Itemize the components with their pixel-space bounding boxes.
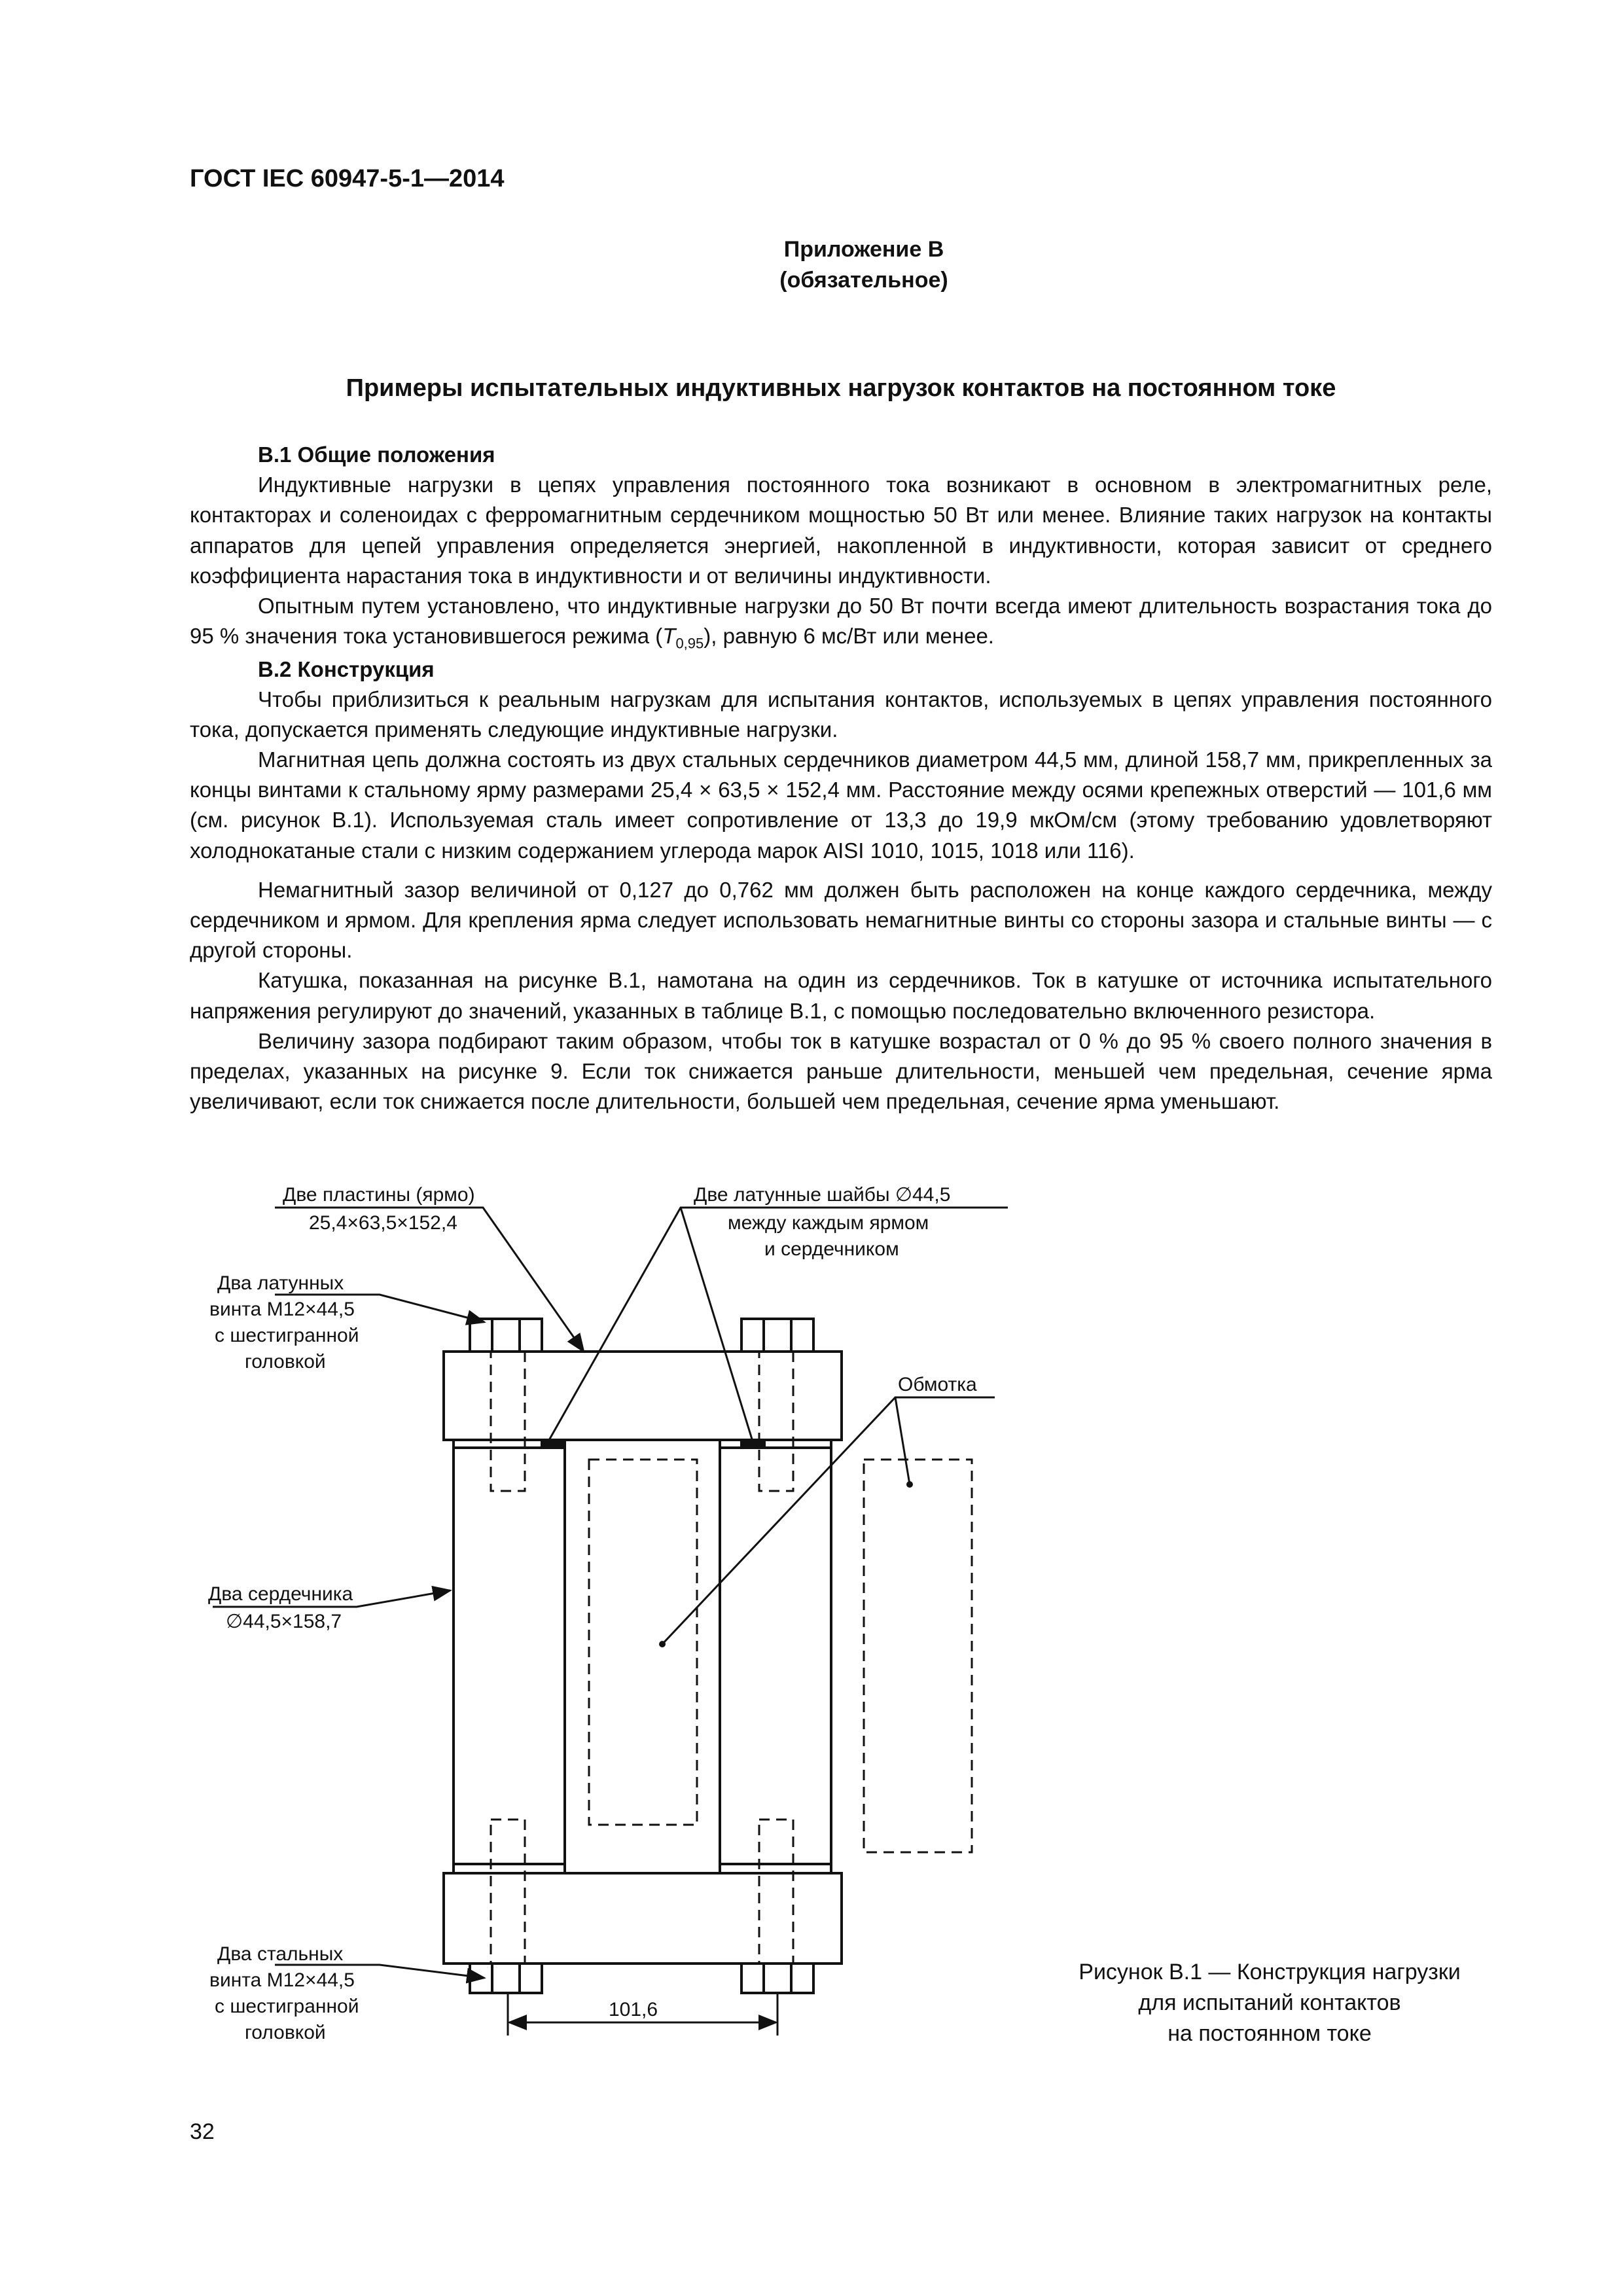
plates-size: 25,4×63,5×152,4 xyxy=(309,1212,457,1234)
paragraph-text: Опытным путем установлено, что индуктивные нагрузки до 50 Вт почти всегда имеют длительность возрастания тока до 95 % значения тока установившегося режима ( xyxy=(190,593,1492,649)
paragraph: Величину зазора подбирают таким образом, чтобы ток в катушке возрастал от 0 % до 95 % своего полного значения в пределах, указанных на рисунке 9. Если ток снижается раньше длительности, меньшей чем предельная, сечение ярма увеличивают, если ток снижается после длительности, большей чем предельная, сечение ярма уменьшают. xyxy=(190,1028,1492,1114)
symbol-t: T xyxy=(662,624,676,649)
caption-line: Рисунок В.1 — Конструкция нагрузки xyxy=(1079,1960,1461,1984)
brass-screws-label: винта М12×44,5 xyxy=(209,1299,355,1320)
cores-size: ∅44,5×158,7 xyxy=(226,1611,342,1632)
body-text xyxy=(190,440,1492,1117)
section-heading-b1: В.1 Общие положения xyxy=(258,442,495,467)
winding-label: Обмотка xyxy=(898,1374,977,1395)
paragraph-text: ), равную 6 мс/Вт или менее. xyxy=(704,624,994,649)
load-assembly xyxy=(444,1352,842,1964)
steel-screws-label: Два стальных xyxy=(217,1943,344,1965)
brass-screws-label: головкой xyxy=(245,1351,326,1372)
cores-label: Два сердечника xyxy=(208,1583,353,1605)
caption-line: для испытаний контактов xyxy=(1138,1990,1401,2015)
appendix-status: (обязательное) xyxy=(779,267,948,293)
document-code: ГОСТ IEC 60947-5-1—2014 xyxy=(190,165,505,192)
paragraph: Немагнитный зазор величиной от 0,127 до 0,762 мм должен быть расположен на конце каждого сердечника, между сердечником и ярмом. Для крепления ярма следует использовать немагнитные винты со стороны зазора и стальные винты — с другой стороны. xyxy=(190,877,1492,963)
brass-screws-label: Два латунных xyxy=(217,1272,344,1294)
screw-heads xyxy=(470,1319,813,1993)
appendix-heading xyxy=(681,234,1047,296)
washers-note: и сердечником xyxy=(764,1238,899,1260)
dimension-value: 101,6 xyxy=(609,1999,658,2020)
top-yoke xyxy=(444,1352,842,1440)
dimension-line xyxy=(508,1993,777,2036)
paragraph: Магнитная цепь должна состоять из двух стальных сердечников диаметром 44,5 мм, длиной 158,7 мм, прикрепленных за концы винтами к стальному ярму размерами 25,4 × 63,5 × 152,4 мм. Расстояние между осями крепежных отверстий — 101,6 мм (см. рисунок В.1). Используемая сталь имеет сопротивление от 13,3 до 19,9 мкОм/см (этому требованию удовлетворяют холоднокатаные стали с низким содержанием углерода марок AISI 1010, 1015, 1018 или 116). xyxy=(190,747,1492,863)
paragraph: Катушка, показанная на рисунке В.1, намотана на один из сердечников. Ток в катушке от источника испытательного напряжения регулируют до значений, указанных в таблице В.1, с помощью последовательно включенного резистора. xyxy=(190,968,1492,1023)
page-number: 32 xyxy=(190,2119,215,2144)
brass-screws-label: с шестигранной xyxy=(215,1325,359,1346)
hidden-screw-shanks xyxy=(491,1352,972,1964)
section-heading-b2: В.2 Конструкция xyxy=(258,656,435,681)
washers-note: между каждым ярмом xyxy=(728,1212,929,1234)
paragraph: Чтобы приблизиться к реальным нагрузкам для испытания контактов, используемых в цепях управления постоянного тока, допускается применять следующие индуктивные нагрузки. xyxy=(190,687,1492,742)
winding-section-outer xyxy=(864,1460,972,1852)
coil-frame xyxy=(565,1440,720,1873)
steel-screws-label: винта М12×44,5 xyxy=(209,1969,355,1991)
figure-caption xyxy=(1041,1957,1499,2049)
figure-labels xyxy=(208,1184,977,2043)
symbol-subscript: 0,95 xyxy=(675,635,704,652)
caption-line: на постоянном токе xyxy=(1168,2020,1372,2046)
winding-section-inner xyxy=(589,1460,697,1825)
appendix-title: Примеры испытательных индуктивных нагрузок контактов на постоянном токе xyxy=(346,374,1336,402)
leader-lines xyxy=(213,1208,1008,1978)
appendix-label: Приложение В xyxy=(783,237,944,262)
steel-screws-label: головкой xyxy=(245,2022,326,2043)
washers-label: Две латунные шайбы ∅44,5 xyxy=(694,1184,951,1206)
bottom-yoke xyxy=(444,1873,842,1964)
right-core xyxy=(720,1440,831,1873)
paragraph: Индуктивные нагрузки в цепях управления постоянного тока возникают в основном в электромагнитных реле, контакторах и соленоидах с ферромагнитным сердечником мощностью 50 Вт или менее. Влияние таких нагрузок на контакты аппаратов для цепей управления определяется энергией, накопленной в индуктивности, которая зависит от среднего коэффициента нарастания тока в индуктивности и от величины индуктивности. xyxy=(190,473,1492,588)
steel-screws-label: с шестигранной xyxy=(215,1996,359,2017)
brass-washer-left xyxy=(542,1440,565,1448)
paragraph xyxy=(190,591,1492,655)
left-core xyxy=(454,1440,565,1873)
plates-label: Две пластины (ярмо) xyxy=(283,1184,475,1206)
brass-washer-right xyxy=(741,1440,764,1448)
